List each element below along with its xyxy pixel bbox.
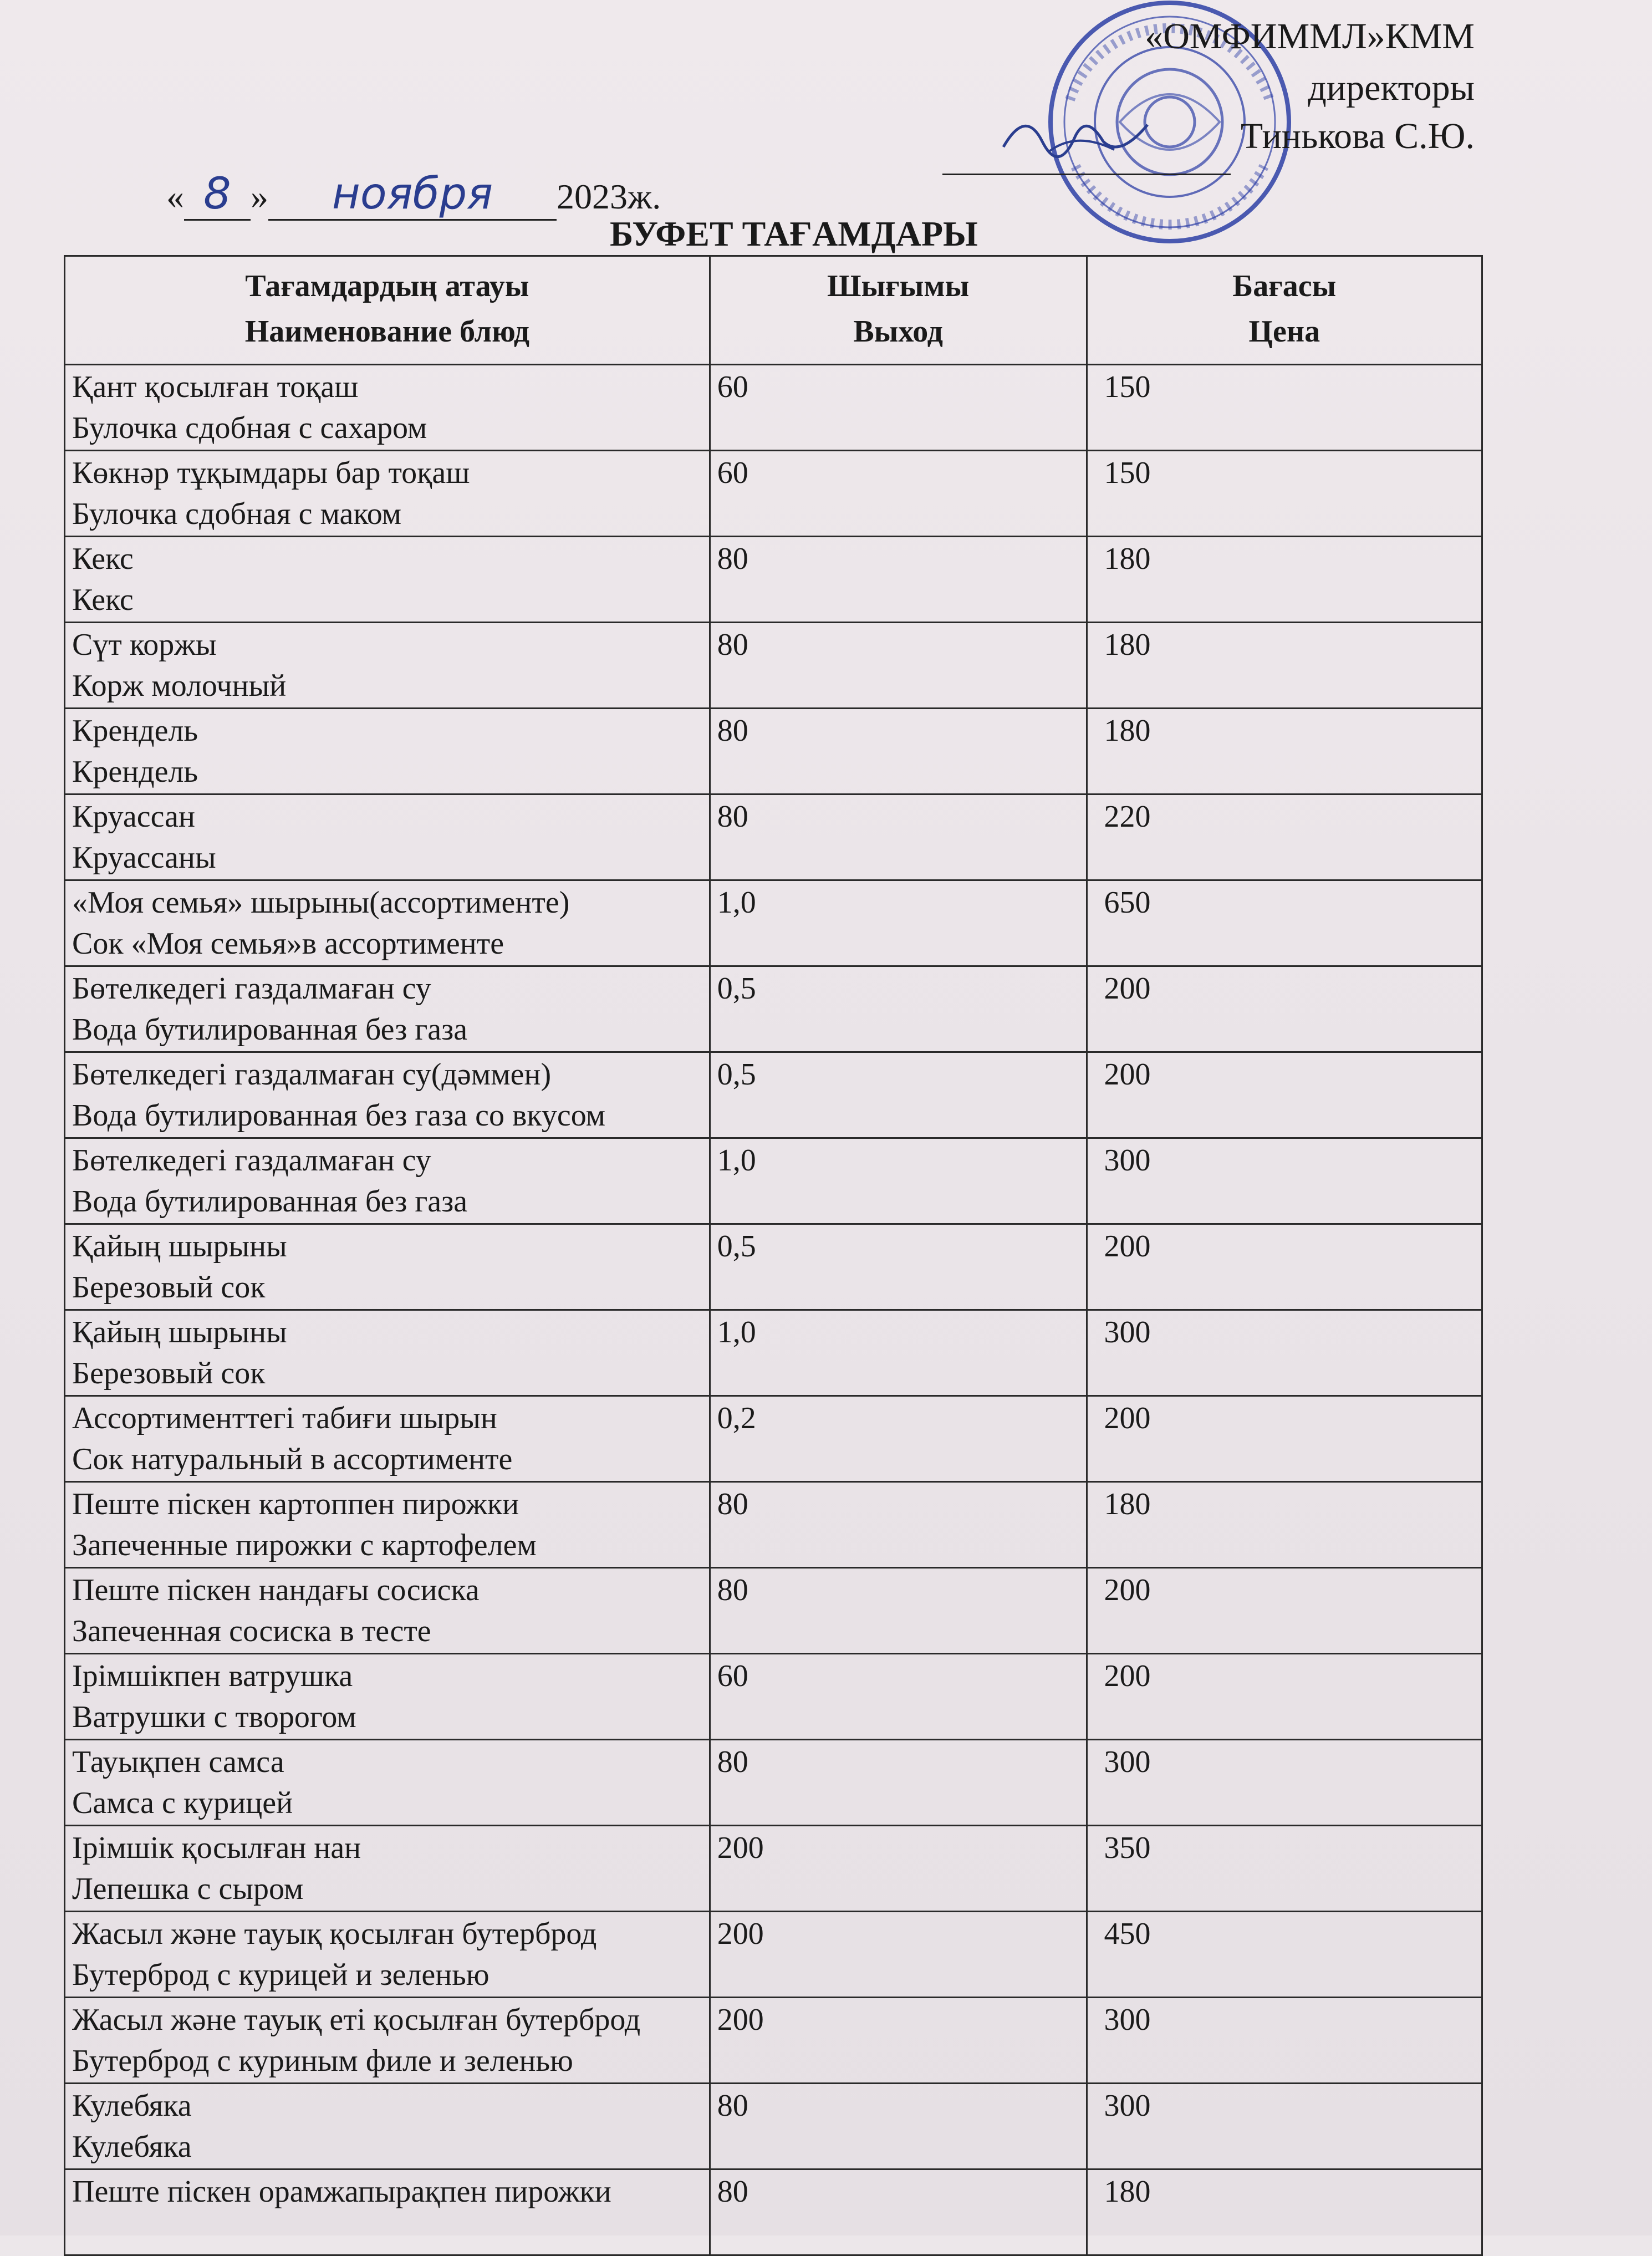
header-name-kz: Тағамдардың атауы [245, 269, 529, 303]
dish-name-ru: Корж молочный [72, 669, 287, 703]
dish-name-ru: Булочка сдобная с сахаром [72, 411, 427, 445]
director-name: Тинькова С.Ю. [1240, 116, 1475, 156]
dish-name-cell [65, 1568, 710, 1654]
table-row [65, 966, 1482, 1052]
dish-name-ru: Кулебяка [72, 2130, 192, 2164]
dish-name-ru: Бутерброд с курицей и зеленью [72, 1958, 490, 1992]
dish-name-kz: Тауықпен самса [72, 1745, 284, 1779]
column-header-output [710, 256, 1087, 365]
dish-name-cell [65, 709, 710, 795]
output-cell: 80 [710, 2084, 1087, 2170]
dish-name-kz: «Моя семья» шырыны(ассортименте) [72, 885, 570, 920]
dish-name-kz: Жасыл және тауық еті қосылған бутерброд [72, 2003, 641, 2037]
document-title: БУФЕТ ТАҒАМДАРЫ [610, 214, 978, 253]
dish-name-ru: Вода бутилированная без газа [72, 1184, 468, 1219]
header-output-kz: Шығымы [827, 269, 970, 303]
date-close-quote: » [251, 177, 268, 216]
dish-name-ru: Бутерброд с куриным филе и зеленью [72, 2044, 573, 2078]
dish-name-kz: Көкнәр тұқымдары бар тоқаш [72, 456, 470, 490]
price-cell: 200 [1087, 1396, 1482, 1482]
column-header-name [65, 256, 710, 365]
table-row [65, 451, 1482, 537]
price-cell: 650 [1087, 880, 1482, 966]
price-cell: 300 [1087, 1998, 1482, 2084]
header-name-ru: Наименование блюд [244, 314, 530, 349]
table-row [65, 1740, 1482, 1826]
dish-name-cell [65, 2084, 710, 2170]
dish-name-kz: Бөтелкедегі газдалмаған су [72, 971, 431, 1006]
output-cell: 60 [710, 365, 1087, 451]
dish-name-kz: Бөтелкедегі газдалмаған су [72, 1143, 431, 1178]
output-cell: 200 [710, 1998, 1087, 2084]
dish-name-cell [65, 1654, 710, 1740]
table-row [65, 1310, 1482, 1396]
table-row [65, 795, 1482, 880]
document-date [166, 169, 661, 221]
price-cell: 180 [1087, 709, 1482, 795]
dish-name-cell [65, 880, 710, 966]
output-cell: 1,0 [710, 1138, 1087, 1224]
dish-name-ru: Самса с курицей [72, 1786, 293, 1820]
output-cell: 0,5 [710, 966, 1087, 1052]
table-row [65, 1052, 1482, 1138]
dish-name-cell [65, 1998, 710, 2084]
output-cell: 80 [710, 1568, 1087, 1654]
table-header-row [65, 256, 1482, 365]
dish-name-cell [65, 1912, 710, 1998]
table-row [65, 1654, 1482, 1740]
output-cell: 80 [710, 537, 1087, 623]
price-cell: 300 [1087, 1740, 1482, 1826]
dish-name-ru: Кекс [72, 583, 134, 617]
price-cell: 180 [1087, 1482, 1482, 1568]
price-cell: 150 [1087, 451, 1482, 537]
price-cell: 180 [1087, 2170, 1482, 2255]
director-title: директоры [1308, 68, 1475, 108]
output-cell: 80 [710, 2170, 1087, 2255]
dish-name-kz: Қант қосылған тоқаш [72, 370, 359, 404]
table-row [65, 880, 1482, 966]
dish-name-kz: Жасыл және тауық қосылған бутерброд [72, 1917, 597, 1951]
price-cell: 300 [1087, 1138, 1482, 1224]
dish-name-cell [65, 1482, 710, 1568]
dish-name-ru: Булочка сдобная с маком [72, 497, 402, 531]
dish-name-cell [65, 1396, 710, 1482]
dish-name-cell [65, 1052, 710, 1138]
output-cell: 80 [710, 795, 1087, 880]
dish-name-cell [65, 537, 710, 623]
column-header-price [1087, 256, 1482, 365]
price-cell: 300 [1087, 1310, 1482, 1396]
dish-name-kz: Сүт коржы [72, 628, 217, 662]
output-cell: 80 [710, 1482, 1087, 1568]
table-row [65, 1998, 1482, 2084]
price-cell: 180 [1087, 623, 1482, 709]
price-cell: 450 [1087, 1912, 1482, 1998]
dish-name-ru: Запеченная сосиска в тесте [72, 1614, 431, 1648]
date-open-quote: « [166, 177, 184, 216]
table-row [65, 365, 1482, 451]
dish-name-kz: Қайың шырыны [72, 1315, 287, 1349]
table-row [65, 1138, 1482, 1224]
output-cell: 200 [710, 1912, 1087, 1998]
dish-name-cell [65, 1224, 710, 1310]
dish-name-kz: Ассортименттегі табиғи шырын [72, 1401, 497, 1435]
dish-name-ru: Ватрушки с творогом [72, 1700, 356, 1734]
dish-name-ru: Вода бутилированная без газа [72, 1012, 468, 1047]
table-row [65, 1396, 1482, 1482]
price-cell: 180 [1087, 537, 1482, 623]
output-cell: 60 [710, 451, 1087, 537]
dish-name-ru: Сок «Моя семья»в ассортименте [72, 926, 504, 961]
date-day: 8 [184, 169, 251, 221]
dish-name-cell [65, 623, 710, 709]
dish-name-ru: Вода бутилированная без газа со вкусом [72, 1098, 606, 1133]
table-row [65, 2170, 1482, 2255]
output-cell: 60 [710, 1654, 1087, 1740]
price-cell: 200 [1087, 1568, 1482, 1654]
dish-name-kz: Ірімшік қосылған нан [72, 1831, 361, 1865]
date-year: 2023ж. [557, 177, 661, 216]
dish-name-cell [65, 1740, 710, 1826]
header-output-ru: Выход [853, 314, 943, 349]
dish-name-cell [65, 365, 710, 451]
signature-line [942, 174, 1231, 175]
dish-name-ru: Березовый сок [72, 1270, 266, 1305]
dish-name-ru: Круассаны [72, 841, 216, 875]
table-row [65, 1482, 1482, 1568]
dish-name-kz: Қайың шырыны [72, 1229, 287, 1264]
dish-name-kz: Бөтелкедегі газдалмаған су(дәммен) [72, 1057, 552, 1092]
dish-name-ru: Сок натуральный в ассортименте [72, 1442, 513, 1476]
price-cell: 150 [1087, 365, 1482, 451]
price-cell: 200 [1087, 1224, 1482, 1310]
dish-name-ru: Крендель [72, 755, 198, 789]
dish-name-cell [65, 2170, 710, 2255]
dish-name-kz: Пеште піскен картоппен пирожки [72, 1487, 519, 1521]
price-cell: 200 [1087, 966, 1482, 1052]
dish-name-cell [65, 966, 710, 1052]
dish-name-cell [65, 1138, 710, 1224]
output-cell: 1,0 [710, 1310, 1087, 1396]
output-cell: 0,2 [710, 1396, 1087, 1482]
date-month: ноября [268, 169, 557, 221]
handwritten-signature [992, 103, 1159, 169]
header-price-kz: Бағасы [1232, 269, 1337, 303]
organization-name: «ОМФИММЛ»КММ [1145, 16, 1475, 57]
dish-name-kz: Кулебяка [72, 2089, 192, 2123]
table-row [65, 1912, 1482, 1998]
price-cell: 200 [1087, 1654, 1482, 1740]
table-row [65, 1224, 1482, 1310]
output-cell: 80 [710, 1740, 1087, 1826]
dish-name-ru: Березовый сок [72, 1356, 266, 1391]
dish-name-kz: Кекс [72, 542, 134, 576]
dish-name-kz: Пеште піскен орамжапырақпен пирожки [72, 2174, 611, 2209]
dish-name-kz: Пеште піскен нандағы сосиска [72, 1573, 480, 1607]
output-cell: 1,0 [710, 880, 1087, 966]
output-cell: 80 [710, 709, 1087, 795]
menu-table [64, 255, 1483, 2256]
price-cell: 300 [1087, 2084, 1482, 2170]
price-cell: 200 [1087, 1052, 1482, 1138]
dish-name-cell [65, 451, 710, 537]
table-row [65, 709, 1482, 795]
dish-name-ru: Запеченные пирожки с картофелем [72, 1528, 537, 1562]
dish-name-kz: Круассан [72, 799, 195, 834]
price-cell: 220 [1087, 795, 1482, 880]
table-row [65, 1568, 1482, 1654]
dish-name-kz: Крендель [72, 714, 198, 748]
table-row [65, 1826, 1482, 1912]
output-cell: 80 [710, 623, 1087, 709]
output-cell: 200 [710, 1826, 1087, 1912]
table-row [65, 623, 1482, 709]
dish-name-cell [65, 1826, 710, 1912]
header-price-ru: Цена [1248, 314, 1320, 349]
dish-name-cell [65, 1310, 710, 1396]
table-row [65, 2084, 1482, 2170]
table-row [65, 537, 1482, 623]
price-cell: 350 [1087, 1826, 1482, 1912]
dish-name-ru: Лепешка с сыром [72, 1872, 304, 1906]
dish-name-kz: Ірімшікпен ватрушка [72, 1659, 353, 1693]
output-cell: 0,5 [710, 1052, 1087, 1138]
output-cell: 0,5 [710, 1224, 1087, 1310]
dish-name-cell [65, 795, 710, 880]
